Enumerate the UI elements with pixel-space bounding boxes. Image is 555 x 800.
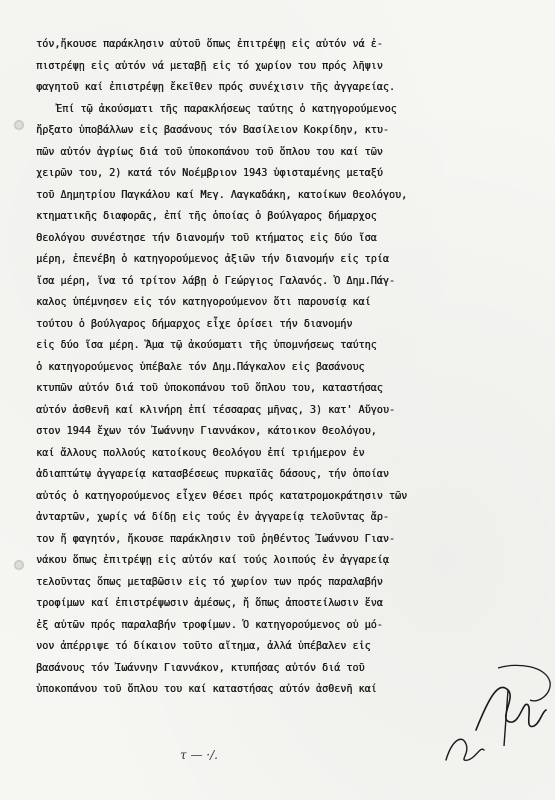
text-line: μέρη, ἐπενέβη ὁ κατηγορούμενος ἀξιῶν τήν διανομήν εἰς τρία bbox=[36, 254, 389, 265]
text-line: φαγητοῦ καί ἐπιστρέψῃ ἔκεῖθεν πρός συνέχισιν τῆς ἀγγαρείας. bbox=[36, 82, 395, 93]
text-line: κτηματικῆς διαφορᾶς, ἐπί τῆς ὁποίας ὁ βούλγαρος δήμαρχος bbox=[36, 211, 377, 222]
punch-hole bbox=[14, 120, 24, 130]
text-line: Θεολόγου συνέστησε τήν διανομήν τοῦ κτήματος εἰς δύο ἴσα bbox=[36, 232, 377, 244]
text-line: νάκου ὅπως ἐπιτρέψῃ εἰς αὐτόν καί τούς λοιπούς ἐν ἀγγαρείᾳ bbox=[36, 555, 389, 566]
text-line: νον ἀπέρριψε τό δίκαιον τοῦτο αἴτημα, ἀλλά ὑπέβαλεν εἰς bbox=[36, 641, 371, 652]
text-line: καί ἄλλους πολλούς κατοίκους Θεολόγου ἐπί τριήμερον ἐν bbox=[36, 447, 365, 459]
text-line: τόν,ἤκουσε παράκλησιν αὐτοῦ ὅπως ἐπιτρέψῃ εἰς αὐτόν νά ἐ- bbox=[36, 39, 383, 50]
handwritten-initials bbox=[440, 710, 490, 770]
footer-marks: τ — ·/. bbox=[180, 748, 218, 762]
text-line: τελοῦντας ὅπως μεταβῶσιν εἰς τό χωρίον των πρός παραλαβήν bbox=[36, 576, 383, 588]
text-line: τοῦ Δημητρίου Παγκάλου καί Μεγ. Λαγκαδάκη, κατοίκων Θεολόγου, bbox=[36, 189, 408, 201]
text-line: ἴσα μέρη, ἵνα τό τρίτον λάβῃ ὁ Γεώργιος Γαλανός. Ὁ Δημ.Πάγ- bbox=[36, 275, 395, 287]
text-line: Ἐπί τῷ ἀκούσματι τῆς παρακλήσεως ταύτης ὁ κατηγορούμενος bbox=[56, 103, 397, 115]
text-line: τούτου ὁ βούλγαρος δήμαρχος εἶχε ὁρίσει τήν διανομήν bbox=[36, 318, 353, 330]
text-line: αὐτόν ἀσθενῆ καί κλινήρη ἐπί τέσσαρας μῆνας, 3) κατ' Αὔγου- bbox=[36, 404, 395, 416]
text-line: κτυπῶν αὐτόν διά τοῦ ὑποκοπάνου τοῦ ὅπλου του, καταστήσας bbox=[36, 383, 383, 394]
text-line: ὁ κατηγορούμενος ὑπέβαλε τόν Δημ.Πάγκαλον εἰς βασάνους bbox=[36, 361, 365, 373]
text-line: πῶν αὐτόν ἀγρίως διά τοῦ ὑποκοπάνου τοῦ ὅπλου του καί τῶν bbox=[36, 146, 383, 158]
text-line: ὑποκοπάνου τοῦ ὅπλου του καί καταστήσας αὐτόν ἀσθενῆ καί bbox=[36, 684, 377, 695]
text-line: στον 1944 ἔχων τόν Ἰωάννην Γιαννάκον, κάτοικον Θεολόγου, bbox=[36, 426, 377, 437]
text-line: πιστρέψῃ εἰς αὐτόν νά μεταβῇ εἰς τό χωρίον του πρός λῆψιν bbox=[36, 60, 383, 72]
punch-hole bbox=[14, 560, 24, 570]
text-line: χειρῶν του, 2) κατά τόν Νοέμβριον 1943 ὑφισταμένης μεταξύ bbox=[36, 168, 383, 179]
text-line: ἀδιαπτώτῳ ἀγγαρείᾳ κατασβέσεως πυρκαϊᾶς δάσους, τήν ὁποίαν bbox=[36, 469, 389, 480]
text-line: αὐτός ὁ κατηγορούμενος εἶχεν θέσει πρός κατατρομοκράτησιν τῶν bbox=[36, 490, 408, 502]
text-line: καλος ὑπέμνησεν εἰς τόν κατηγορούμενον ὅτι παρουσίᾳ καί bbox=[36, 297, 371, 308]
text-line: ἐξ αὐτῶν πρός παραλαβήν τροφίμων. Ὁ κατηγορούμενος οὐ μό- bbox=[36, 619, 383, 631]
text-line: εἰς δύο ἴσα μέρη. Ἅμα τῷ ἀκούσματι τῆς ὑπομνήσεως ταύτης bbox=[36, 340, 377, 351]
text-line: τον ἤ φαγητόν, ἤκουσε παράκλησιν τοῦ ῥηθέντος Ἰωάννου Γιαν- bbox=[36, 533, 395, 545]
text-line: τροφίμων καί ἐπιστρέψωσιν ἀμέσως, ἤ ὅπως ἀποστείλωσιν ἕνα bbox=[36, 598, 383, 609]
text-line: ἤρξατο ὑποβάλλων εἰς βασάνους τόν Βασίλειον Κοκρίδην, κτυ- bbox=[36, 125, 389, 136]
text-line: βασάνους τόν Ἰωάννην Γιαννάκον, κτυπήσας αὐτόν διά τοῦ bbox=[36, 662, 365, 674]
text-line: ἀνταρτῶν, χωρίς νά δίδῃ εἰς τούς ἐν ἀγγαρείᾳ τελοῦντας ἄρ- bbox=[36, 512, 389, 523]
document-body bbox=[36, 34, 484, 701]
